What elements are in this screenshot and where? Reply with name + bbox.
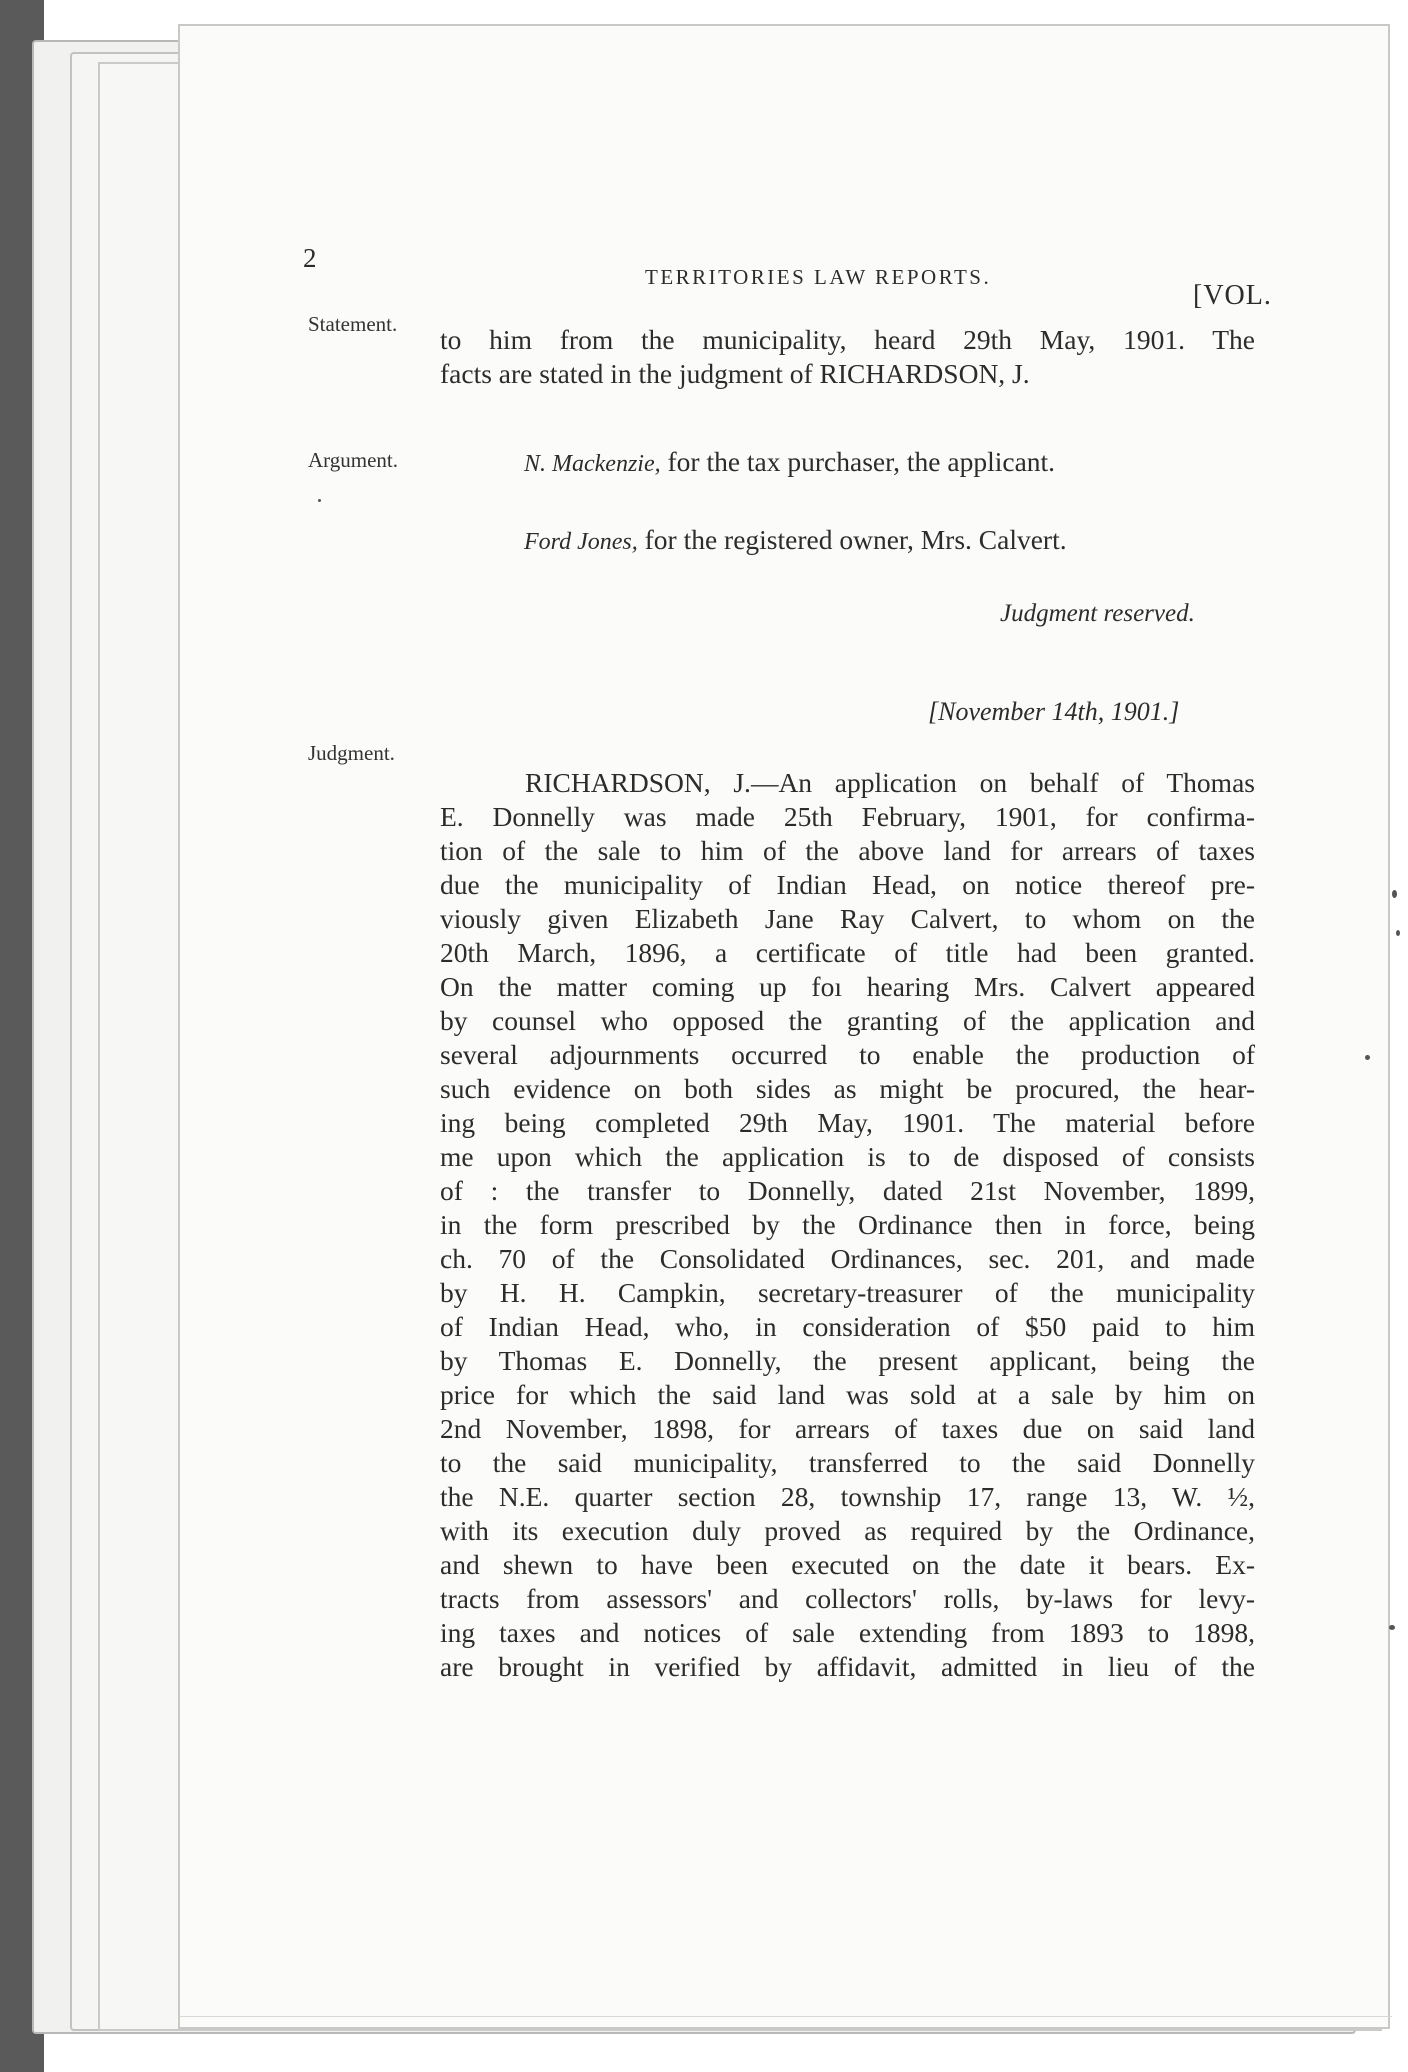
judgment-line: price for which the said land was sold at a sale by him on xyxy=(440,1379,1255,1410)
scan-speck xyxy=(1389,1625,1395,1630)
judgment-line: of : the transfer to Donnelly, dated 21st November, 1899, xyxy=(440,1175,1255,1206)
judgment-line: ing taxes and notices of sale extending from 1893 to 1898, xyxy=(440,1617,1255,1648)
judgment-reserved-note: Judgment reserved. xyxy=(1000,600,1195,627)
page-number: 2 xyxy=(303,243,317,273)
judgment-line: of Indian Head, who, in consideration of $50 paid to him xyxy=(440,1311,1255,1342)
judgment-line-first xyxy=(525,766,1255,799)
statement-line: facts are stated in the judgment of RICHARDSON, J. xyxy=(440,358,1030,389)
judgment-line: E. Donnelly was made 25th February, 1901, for confirma- xyxy=(440,801,1255,832)
scan-speck xyxy=(1365,1055,1370,1060)
judgment-line: by counsel who opposed the granting of the application and xyxy=(440,1005,1255,1036)
judgment-line-text: —An application on behalf of Thomas xyxy=(750,767,1255,798)
judgment-line: me upon which the application is to de disposed of consists xyxy=(440,1141,1255,1172)
judgment-line: by H. H. Campkin, secretary-treasurer of the municipality xyxy=(440,1277,1255,1308)
judgment-line: to the said municipality, transferred to the said Donnelly xyxy=(440,1447,1255,1478)
judgment-line: such evidence on both sides as might be procured, the hear- xyxy=(440,1073,1255,1104)
judgment-line: 2nd November, 1898, for arrears of taxes due on said land xyxy=(440,1413,1255,1444)
judgment-line: viously given Elizabeth Jane Ray Calvert, to whom on the xyxy=(440,903,1255,934)
judgment-date: [November 14th, 1901.] xyxy=(928,697,1180,726)
judgment-line: are brought in verified by affidavit, admitted in lieu of the xyxy=(440,1651,1255,1682)
judgment-line: 20th March, 1896, a certificate of title had been granted. xyxy=(440,937,1255,968)
margin-note-argument: Argument. xyxy=(308,448,399,472)
margin-note-judgment: Judgment. xyxy=(308,741,395,765)
volume-label: [VOL. xyxy=(1193,280,1272,311)
judgment-line: ch. 70 of the Consolidated Ordinances, sec. 201, and made xyxy=(440,1243,1255,1274)
judgment-line: ing being completed 29th May, 1901. The material before xyxy=(440,1107,1255,1138)
counsel-name: N. Mackenzie, xyxy=(524,451,661,477)
judgment-line: and shewn to have been executed on the date it bears. Ex- xyxy=(440,1549,1255,1580)
scan-speck xyxy=(318,499,321,502)
judgment-line: in the form prescribed by the Ordinance then in force, being xyxy=(440,1209,1255,1240)
judgment-line: several adjournments occurred to enable the production of xyxy=(440,1039,1255,1070)
scan-speck xyxy=(1396,930,1400,936)
statement-line: to him from the municipality, heard 29th May, 1901. The xyxy=(440,324,1255,355)
running-title: TERRITORIES LAW REPORTS. xyxy=(645,265,992,289)
scan-speck xyxy=(1392,890,1397,898)
judgment-line: On the matter coming up foı hearing Mrs. Calvert appeared xyxy=(440,971,1255,1002)
counsel-entry xyxy=(524,446,1055,478)
judgment-line: due the municipality of Indian Head, on notice thereof pre- xyxy=(440,869,1255,900)
counsel-entry xyxy=(524,524,1067,556)
judgment-line: with its execution duly proved as required by the Ordinance, xyxy=(440,1515,1255,1546)
page-bottom-rule xyxy=(180,2016,1392,2017)
counsel-role: for the tax purchaser, the applicant. xyxy=(667,446,1056,477)
judge-name: RICHARDSON, J. xyxy=(525,767,751,798)
judgment-line: the N.E. quarter section 28, township 17, range 13, W. ½, xyxy=(440,1481,1255,1512)
counsel-role: for the registered owner, Mrs. Calvert. xyxy=(644,524,1067,555)
counsel-name: Ford Jones, xyxy=(524,529,638,555)
judgment-line: tion of the sale to him of the above land for arrears of taxes xyxy=(440,835,1255,866)
margin-note-statement: Statement. xyxy=(308,312,398,336)
judgment-line: tracts from assessors' and collectors' rolls, by-laws for levy- xyxy=(440,1583,1255,1614)
judgment-line: by Thomas E. Donnelly, the present applicant, being the xyxy=(440,1345,1255,1376)
